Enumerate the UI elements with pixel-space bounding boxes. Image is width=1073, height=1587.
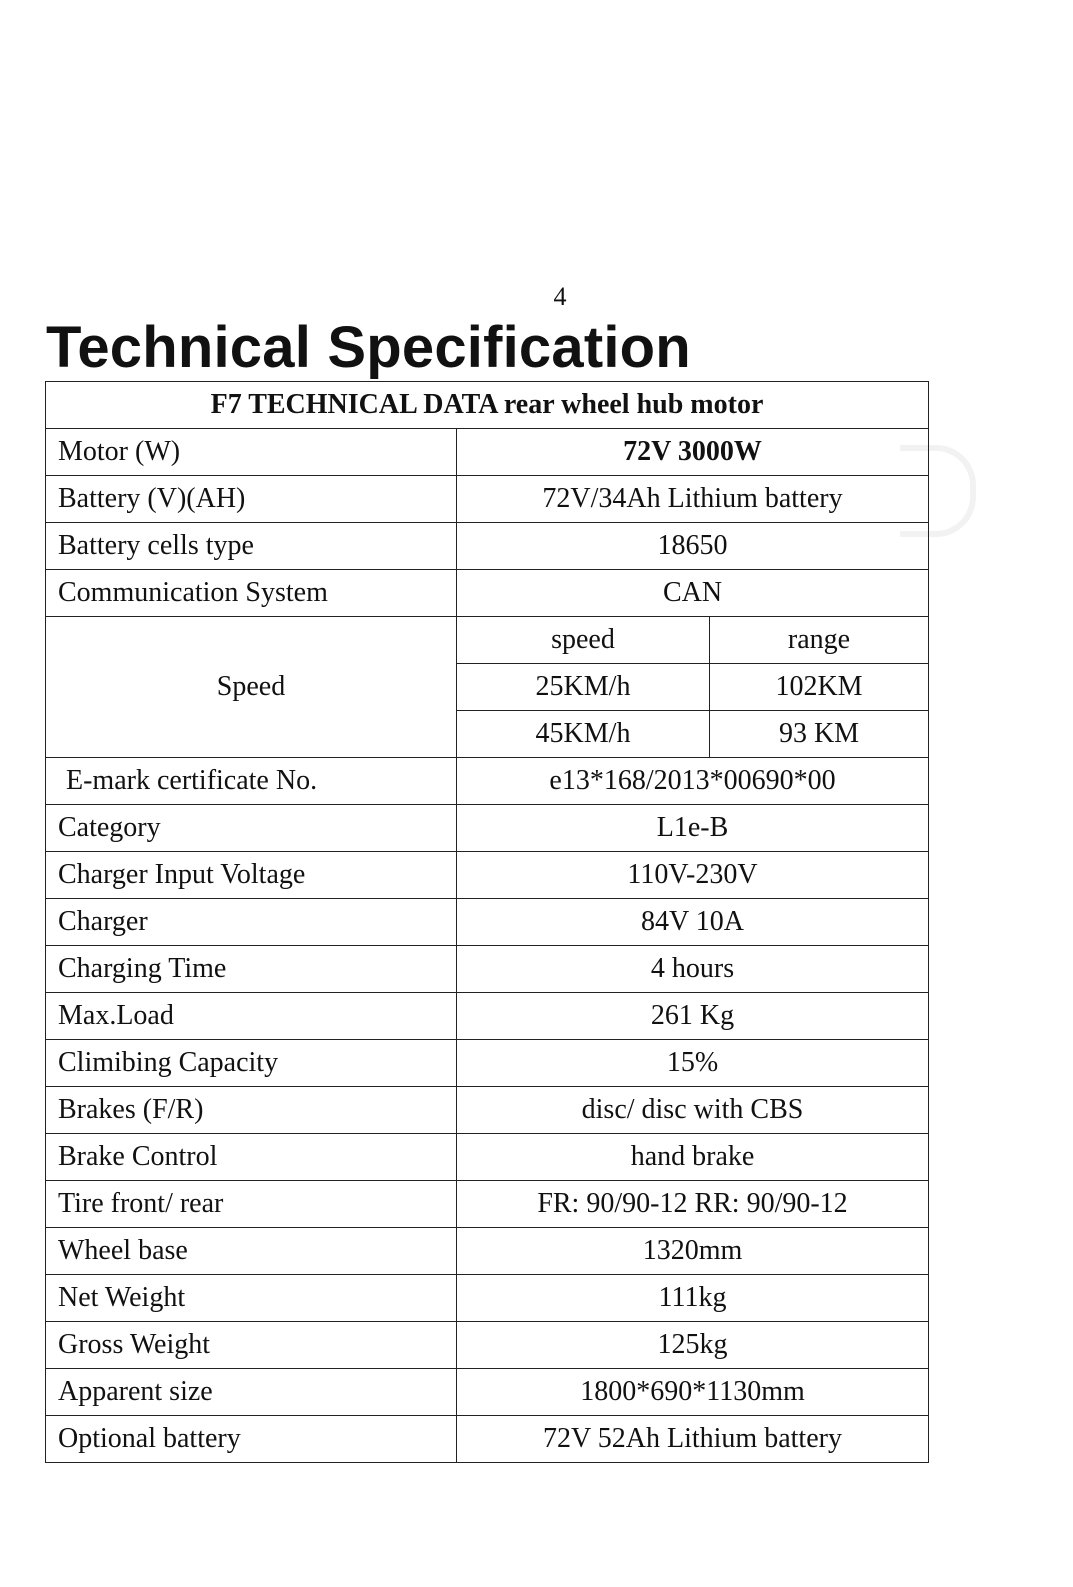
table-header: F7 TECHNICAL DATA rear wheel hub motor [46, 382, 929, 429]
row-label: Battery (V)(AH) [46, 476, 457, 523]
row-value: 1320mm [457, 1228, 929, 1275]
row-value: L1e-B [457, 805, 929, 852]
row-label: Charging Time [46, 946, 457, 993]
table-row [46, 429, 929, 476]
table-row [46, 946, 929, 993]
range-value: 93 KM [710, 711, 929, 758]
row-label: Charger Input Voltage [46, 852, 457, 899]
table-row [46, 758, 929, 805]
row-value: 84V 10A [457, 899, 929, 946]
table-row [46, 1228, 929, 1275]
row-label: Wheel base [46, 1228, 457, 1275]
table-row [46, 1275, 929, 1322]
spec-table [45, 381, 929, 1463]
row-label: Category [46, 805, 457, 852]
row-label: Battery cells type [46, 523, 457, 570]
row-value: 72V 52Ah Lithium battery [457, 1416, 929, 1463]
table-row [46, 899, 929, 946]
row-value: 18650 [457, 523, 929, 570]
row-value: hand brake [457, 1134, 929, 1181]
row-label: Optional battery [46, 1416, 457, 1463]
speed-label: Speed [46, 617, 457, 758]
row-value: 15% [457, 1040, 929, 1087]
row-value: 4 hours [457, 946, 929, 993]
page-number: 4 [553, 282, 567, 311]
table-row [46, 476, 929, 523]
table-row [46, 1134, 929, 1181]
row-value: FR: 90/90-12 RR: 90/90-12 [457, 1181, 929, 1228]
row-label: Charger [46, 899, 457, 946]
range-value: 102KM [710, 664, 929, 711]
speed-value: 25KM/h [457, 664, 710, 711]
table-row [46, 1181, 929, 1228]
table-row [46, 1369, 929, 1416]
row-value: 110V-230V [457, 852, 929, 899]
table-header-row [46, 382, 929, 429]
row-value: 72V/34Ah Lithium battery [457, 476, 929, 523]
table-row [46, 993, 929, 1040]
table-row [46, 852, 929, 899]
row-value: 1800*690*1130mm [457, 1369, 929, 1416]
speed-value: 45KM/h [457, 711, 710, 758]
table-row [46, 570, 929, 617]
range-column-header: range [710, 617, 929, 664]
row-value: disc/ disc with CBS [457, 1087, 929, 1134]
row-value: CAN [457, 570, 929, 617]
table-row [46, 1040, 929, 1087]
row-label: Gross Weight [46, 1322, 457, 1369]
row-label: Tire front/ rear [46, 1181, 457, 1228]
row-value: 261 Kg [457, 993, 929, 1040]
row-label: Net Weight [46, 1275, 457, 1322]
table-row [46, 1322, 929, 1369]
row-label: E-mark certificate No. [46, 758, 457, 805]
row-value: e13*168/2013*00690*00 [457, 758, 929, 805]
row-label: Apparent size [46, 1369, 457, 1416]
table-row [46, 523, 929, 570]
row-value: 72V 3000W [457, 429, 929, 476]
row-label: Brake Control [46, 1134, 457, 1181]
table-row [46, 805, 929, 852]
speed-subheader-row [46, 617, 929, 664]
table-row [46, 1087, 929, 1134]
speed-column-header: speed [457, 617, 710, 664]
row-value: 111kg [457, 1275, 929, 1322]
page-title: Technical Specification [46, 315, 691, 380]
row-label: Climibing Capacity [46, 1040, 457, 1087]
row-label: Motor (W) [46, 429, 457, 476]
table-row [46, 1416, 929, 1463]
row-label: Max.Load [46, 993, 457, 1040]
row-label: Brakes (F/R) [46, 1087, 457, 1134]
row-label: Communication System [46, 570, 457, 617]
row-value: 125kg [457, 1322, 929, 1369]
